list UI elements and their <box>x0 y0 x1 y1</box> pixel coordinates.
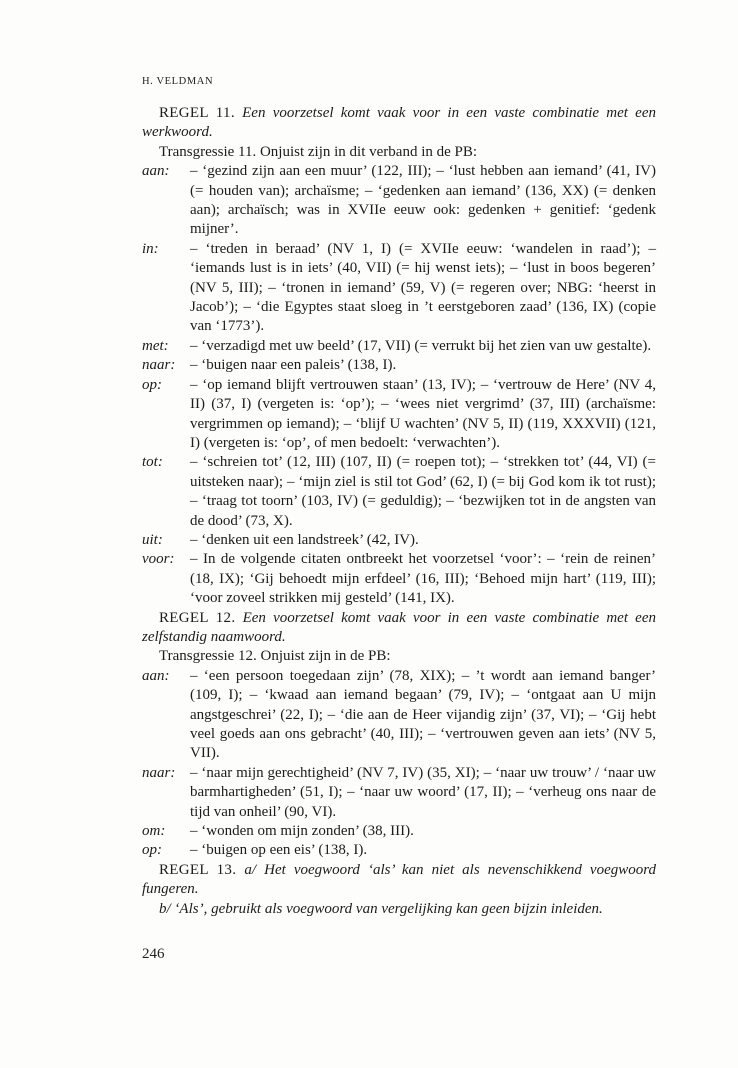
entry-text: – ‘treden in beraad’ (NV 1, I) (= XVIIe eeuw: ‘wandelen in raad’); – ‘iemands lust is in iets’ (40, VII) (= hij wenst iets); – ‘lust in boos begeren’ (NV 5, III); – ‘tronen in iemand’ (59, V) (= regeren over; NBG: ‘heerst in Jacob’); – ‘die Egyptes staat sloeg in ’t eerstgeboren zaad’ (136, IX) (copie van ‘1773’). <box>190 240 656 335</box>
entry-text: – ‘denken uit een landstreek’ (42, IV). <box>190 531 419 548</box>
entry-preposition: met: <box>142 337 169 354</box>
rule-12-label: REGEL 12. <box>159 609 236 626</box>
rule-13-label: REGEL 13. <box>159 861 237 878</box>
entry <box>142 240 656 337</box>
rule-13-part-b-para <box>142 900 656 919</box>
entry-preposition: om: <box>142 823 166 840</box>
transgression-11: Transgressie 11. Onjuist zijn in dit verband in de PB: <box>159 143 478 160</box>
entry-preposition: aan: <box>142 667 170 684</box>
entry-text: – In de volgende citaten ontbreekt het voorzetsel ‘voor’: – ‘rein de reinen’ (18, IX); ‘Gij behoedt mijn erfdeel’ (16, III); ‘Behoed mijn hart’ (119, III); ‘voor zoveel strikken mij gesteld’ (141, IX). <box>190 551 656 607</box>
entry-preposition: uit: <box>142 531 163 548</box>
entry <box>142 822 656 841</box>
rule-11-label: REGEL 11. <box>159 105 235 121</box>
entry <box>142 356 656 375</box>
entry-preposition: voor: <box>142 551 175 568</box>
entry-text: – ‘gezind zijn aan een muur’ (122, III); – ‘lust hebben aan iemand’ (41, IV) (= houden van); archaïsme; – ‘gedenken aan iemand’ (136, XX) (= denken aan); archaïsch; was in XVIIe eeuw ook: gedenken + genitief: ‘gedenk mijner’. <box>190 163 656 238</box>
entry-text: – ‘op iemand blijft vertrouwen staan’ (13, IV); – ‘vertrouw de Here’ (NV 4, II) (37, I) (vergeten is: ‘op’); – ‘wees niet vergrimd’ (37, III) (archaïsme: vergrimmen op iemand); – ‘blijf U wachten’ (NV 5, II) (119, XXXVII) (121, I) (vergeten is: ‘op’, of men bedoelt: ‘verwachten’). <box>190 376 656 451</box>
entry <box>142 667 656 764</box>
entry <box>142 453 656 531</box>
entry-text: – ‘een persoon toegedaan zijn’ (78, XIX); – ’t wordt aan iemand banger’ (109, I); – ‘kwaad aan iemand begaan’ (79, IV); – ‘ontgaat aan U mijn angstgeschrei’ (22, I); – ‘die aan de Heer vijandig zijn’ (37, VI); – ‘Gij hebt veel goeds aan ons gebracht’ (40, III); – ‘vertrouwen geven aan iets’ (NV 5, VII). <box>190 667 656 762</box>
rule-13-heading <box>142 861 656 900</box>
rule-11-entries <box>142 162 656 608</box>
rule-13-part-a: a/ Het voegwoord ‘als’ kan niet als nevenschikkend voegwoord fungeren. <box>142 861 657 898</box>
running-head: H. VELDMAN <box>142 76 214 87</box>
entry-text: – ‘verzadigd met uw beeld’ (17, VII) (= verrukt bij het zien van uw gestalte). <box>190 337 652 354</box>
rule-12-heading <box>142 609 656 648</box>
rule-11-statement: Een voorzetsel komt vaak voor in een vaste combinatie met een werkwoord. <box>142 105 656 141</box>
page-number: 246 <box>142 946 165 962</box>
entry <box>142 764 656 822</box>
entry <box>142 162 656 240</box>
entry-preposition: tot: <box>142 454 163 471</box>
entry <box>142 550 656 608</box>
entry-preposition: naar: <box>142 764 176 781</box>
rule-13-part-b: b/ ‘Als’, gebruikt als voegwoord van vergelijking kan geen bijzin inleiden. <box>159 900 603 917</box>
rule-11-heading <box>142 104 656 143</box>
entry-text: – ‘schreien tot’ (12, III) (107, II) (= roepen tot); – ‘strekken tot’ (44, VI) (= uitsteken naar); – ‘mijn ziel is stil tot God’ (62, I) (= bij God kom ik tot rust); – ‘traag tot toorn’ (103, IV) (= geduldig); – ‘bezwijken tot in de angsten van de dood’ (73, X). <box>190 454 656 529</box>
entry-preposition: op: <box>142 376 162 393</box>
entry-text: – ‘buigen naar een paleis’ (138, I). <box>190 357 397 374</box>
entry-preposition: naar: <box>142 357 176 374</box>
entry-text: – ‘naar mijn gerechtigheid’ (NV 7, IV) (35, XI); – ‘naar uw trouw’ / ‘naar uw barmhartigheden’ (51, I); – ‘naar uw woord’ (17, II); – ‘verheug ons naar de tijd van onheil’ (90, VI). <box>190 764 656 820</box>
rule-12-statement: Een voorzetsel komt vaak voor in een vaste combinatie met een zelfstandig naamwoord. <box>142 609 656 645</box>
rule-12-entries <box>142 667 656 861</box>
entry-preposition: op: <box>142 842 162 859</box>
entry-preposition: aan: <box>142 163 170 180</box>
transgression-12: Transgressie 12. Onjuist zijn in de PB: <box>159 648 391 665</box>
entry-text: – ‘wonden om mijn zonden’ (38, III). <box>190 823 414 840</box>
entry <box>142 531 656 550</box>
entry-text: – ‘buigen op een eis’ (138, I). <box>190 842 368 859</box>
entry <box>142 841 656 860</box>
body-text <box>142 104 656 919</box>
entry <box>142 376 656 454</box>
entry <box>142 337 656 356</box>
entry-preposition: in: <box>142 240 159 257</box>
